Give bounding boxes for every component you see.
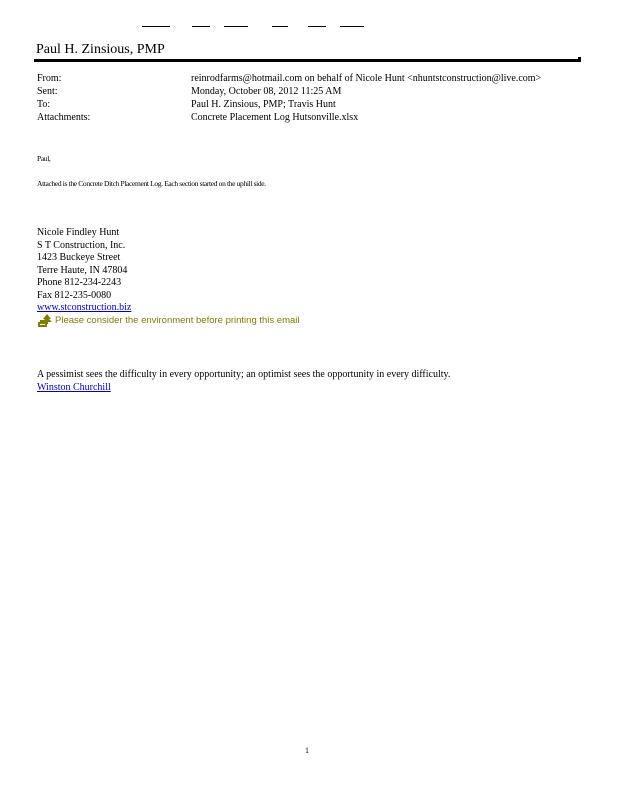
sent-value: Monday, October 08, 2012 11:25 AM [191,86,342,97]
signature-company: S T Construction, Inc. [37,239,126,251]
quote-text: A pessimist sees the difficulty in every opportunity; an optimist sees the opportunity in every difficulty. [37,369,451,380]
email-body: Attached is the Concrete Ditch Placement Log. Each section started on the uphill side. [37,179,266,188]
signature-name: Nicole Findley Hunt [37,227,120,238]
header-rule [34,59,580,62]
signature-city: Terre Haute, IN 47804 [37,264,128,276]
tree-print-icon [37,314,53,328]
to-value: Paul H. Zinsious, PMP; Travis Hunt [191,99,336,110]
quote-author-link[interactable]: Winston Churchill [37,382,111,393]
signature-phone: Phone 812-234-2243 [37,277,122,288]
signature-fax: Fax 812-235-0080 [37,289,112,301]
to-label: To: [37,99,51,110]
header-rule-cap [578,57,581,62]
sent-label: Sent: [37,86,58,97]
signature-street: 1423 Buckeye Street [37,252,121,263]
website-link[interactable]: www.stconstruction.biz [37,302,132,313]
from-value: reinrodfarms@hotmail.com on behalf of Nicole Hunt <nhuntstconstruction@live.com> [191,73,542,84]
page-number: 1 [305,746,309,755]
sender-name: Paul H. Zinsious, PMP [36,42,165,57]
attachments-label: Attachments: [37,112,91,123]
top-separator-dashes [0,24,618,30]
attachment-file[interactable]: Concrete Placement Log Hutsonville.xlsx [191,112,359,123]
environment-note-text: Please consider the environment before printing this email [55,315,300,326]
greeting: Paul, [37,154,51,163]
from-label: From: [37,73,62,84]
